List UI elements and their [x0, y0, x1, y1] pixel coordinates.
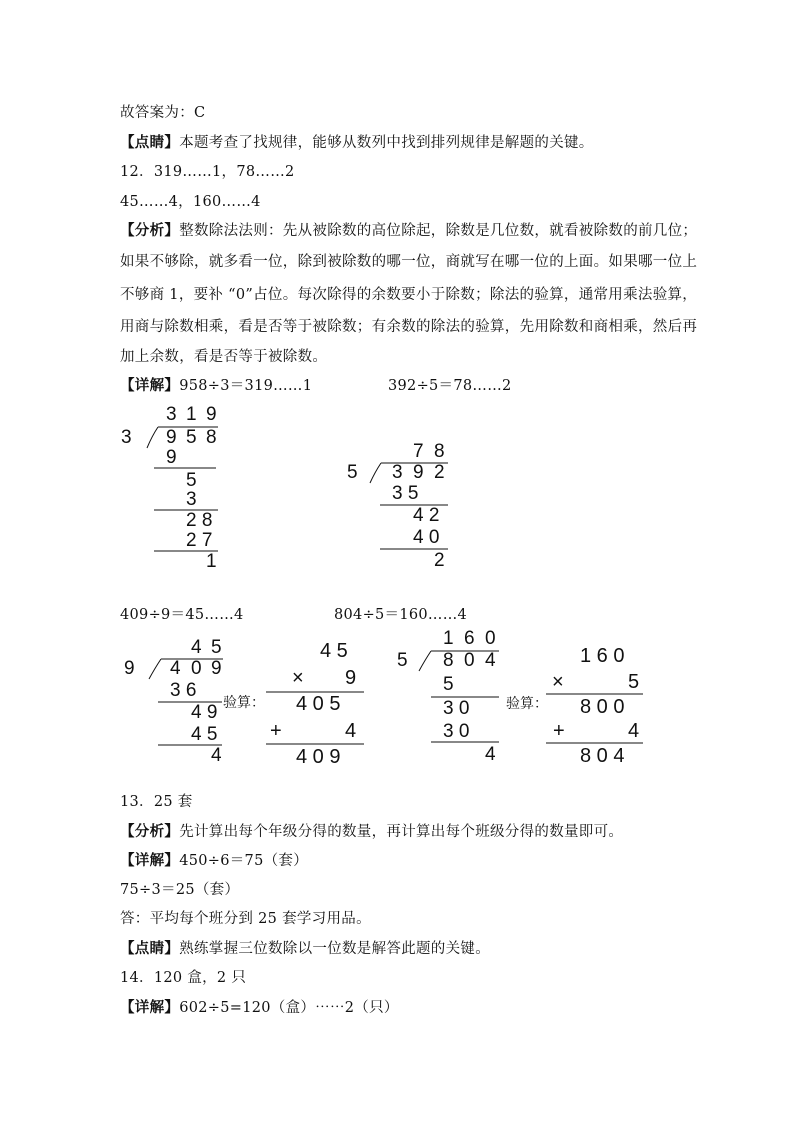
answer-14: 14．120 盒，2 只: [120, 970, 247, 986]
verify-label: 验算：: [506, 696, 548, 712]
dividend-digit: 5: [186, 427, 197, 448]
divisor: 5: [397, 650, 408, 671]
detail-text: 450÷6＝75（套）: [179, 853, 309, 869]
step-value: 3 5: [392, 483, 419, 504]
quotient-digit: 0: [485, 628, 496, 649]
tag-label: 【分析】: [120, 222, 180, 239]
comment-13: [120, 937, 490, 958]
dividend-digit: 0: [464, 650, 475, 671]
remainder: 1: [206, 551, 217, 572]
product: 4 0 5: [296, 693, 341, 715]
step-value: 2 8: [186, 510, 213, 531]
answer-13: 13．25 套: [120, 794, 193, 810]
sum: 4 0 9: [296, 746, 341, 768]
step-value: 3 0: [443, 721, 470, 742]
dividend-digit: 8: [206, 427, 217, 448]
division-bracket: [419, 651, 431, 671]
tag-label: 【详解】: [120, 377, 180, 394]
long-division-804: [397, 628, 548, 765]
quotient-digit: 8: [434, 441, 445, 462]
text-line-answer: 故答案为：C: [120, 105, 206, 121]
divisor: 9: [124, 658, 135, 679]
dividend-digit: 9: [166, 427, 177, 448]
sum: 8 0 4: [580, 745, 625, 767]
analysis-line-3: 不够商 1，要补 “0”占位。每次除得的余数要小于除数；除法的验算，通常用乘法验算，: [120, 287, 698, 303]
equation-392: 392÷5＝78……2: [388, 378, 512, 394]
factor: 5: [628, 671, 640, 693]
detail-text: 602÷5=120（盒）⋯⋯2（只）: [179, 1000, 399, 1016]
remainder: 2: [434, 550, 445, 571]
analysis-line-5: 加上余数，看是否等于被除数。: [120, 349, 328, 365]
quotient-digit: 7: [413, 441, 424, 462]
step-value: 5: [186, 470, 197, 491]
remainder: 4: [485, 744, 496, 765]
long-division-958: [121, 404, 218, 572]
answer-12-cont: 45……4，160……4: [120, 194, 261, 210]
step-value: 4 0: [413, 527, 440, 548]
verification-160x5: [546, 645, 643, 767]
long-division-392: [347, 441, 448, 571]
detail-14: [120, 996, 399, 1017]
dividend-digit: 0: [191, 658, 202, 679]
dividend-digit: 9: [413, 462, 424, 483]
operator: ×: [552, 671, 564, 693]
dividend-digit: 8: [443, 650, 454, 671]
division-bracket: [149, 659, 161, 679]
step-value: 4 5: [191, 724, 218, 745]
divisor: 3: [121, 427, 132, 448]
factor: 1 6 0: [580, 645, 625, 667]
quotient-digit: 4: [191, 637, 202, 658]
step-value: 4 2: [413, 505, 440, 526]
step-value: 3: [186, 489, 197, 510]
tag-label: 【点睛】: [120, 940, 180, 957]
dividend-digit: 4: [485, 650, 496, 671]
comment-text: 本题考查了找规律，能够从数列中找到排列规律是解题的关键。: [179, 135, 594, 151]
equation-409: 409÷9＝45……4: [120, 607, 244, 623]
analysis-text: 整数除法法则：先从被除数的高位除起，除数是几位数，就看被除数的前几位；: [179, 223, 698, 239]
answer-12: 12．319……1，78……2: [120, 164, 295, 180]
product: 8 0 0: [580, 696, 625, 718]
quotient-digit: 3: [166, 404, 177, 425]
quotient-digit: 1: [443, 628, 454, 649]
step-value: 9: [166, 447, 177, 468]
dividend-digit: 2: [434, 462, 445, 483]
analysis-13: [120, 820, 623, 841]
quotient-digit: 5: [211, 637, 222, 658]
analysis-line-4: 用商与除数相乘，看是否等于被除数；有余数的除法的验算，先用除数和商相乘，然后再: [120, 319, 698, 335]
verify-label: 验算：: [223, 695, 265, 711]
verification-45x9: [266, 640, 364, 768]
operator: +: [270, 720, 282, 742]
divisor: 5: [347, 462, 358, 483]
equation-958: 958÷3＝319……1: [179, 378, 313, 394]
tag-label: 【详解】: [120, 852, 180, 869]
step-value: 3 6: [170, 680, 197, 701]
analysis-line-2: 如果不够除，就多看一位，除到被除数的哪一位，商就写在哪一位的上面。如果哪一位上: [120, 254, 698, 270]
addend: 4: [345, 720, 357, 742]
step-value: 5: [443, 674, 454, 695]
quotient-digit: 6: [464, 628, 475, 649]
operator: ×: [292, 667, 304, 689]
long-division-409: [124, 637, 265, 766]
division-bracket: [147, 427, 158, 448]
division-bracket: [370, 463, 381, 483]
tag-label: 【分析】: [120, 823, 180, 840]
detail-13: [120, 849, 308, 870]
answer-statement: 答：平均每个班分到 25 套学习用品。: [120, 911, 371, 927]
dividend-digit: 4: [170, 658, 181, 679]
factor: 4 5: [320, 640, 348, 662]
operator: +: [553, 720, 565, 742]
addend: 4: [628, 720, 640, 742]
analysis-text: 先计算出每个年级分得的数量，再计算出每个班级分得的数量即可。: [179, 824, 624, 840]
tag-label: 【详解】: [120, 999, 180, 1016]
remainder: 4: [211, 745, 222, 766]
step-value: 2 7: [186, 530, 213, 551]
tag-label: 【点睛】: [120, 134, 180, 151]
factor: 9: [345, 667, 357, 689]
quotient-digit: 9: [206, 404, 217, 425]
dividend-digit: 9: [211, 658, 222, 679]
equation-804: 804÷5＝160……4: [334, 607, 468, 623]
detail-13-cont: 75÷3＝25（套）: [120, 882, 240, 898]
dividend-digit: 3: [392, 462, 403, 483]
step-value: 3 0: [443, 698, 470, 719]
step-value: 4 9: [191, 702, 218, 723]
quotient-digit: 1: [186, 404, 197, 425]
comment-text: 熟练掌握三位数除以一位数是解答此题的关键。: [179, 941, 491, 957]
